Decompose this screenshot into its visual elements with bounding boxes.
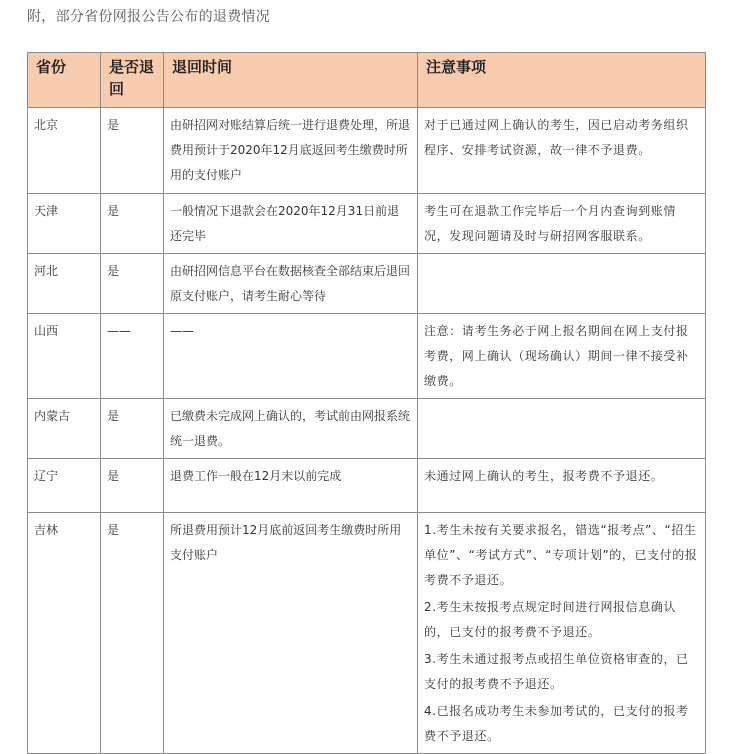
note-text: 未通过网上确认的考生，报考费不予退还。 <box>424 469 664 483</box>
cell-time: 一般情况下退款会在2020年12月31日前退还完毕 <box>164 194 418 254</box>
note-text: 3.考生未通过报考点或招生单位资格审查的，已支付的报考费不予退还。 <box>424 652 689 691</box>
table-row <box>28 108 706 194</box>
cell-notes <box>418 399 706 459</box>
table-header-row <box>28 53 706 108</box>
cell-time: 退费工作一般在12月末以前完成 <box>164 459 418 513</box>
note-text: 对于已通过网上确认的考生，因已启动考务组织程序、安排考试资源，故一律不予退费。 <box>424 118 689 157</box>
cell-province: 吉林 <box>28 513 101 754</box>
table-row <box>28 254 706 314</box>
cell-time: 已缴费未完成网上确认的，考试前由网报系统统一退费。 <box>164 399 418 459</box>
cell-refund: 是 <box>101 513 164 754</box>
note-text: 4.已报名成功考生未参加考试的，已支付的报考费不予退还。 <box>424 704 689 743</box>
table-row <box>28 399 706 459</box>
table-row <box>28 314 706 399</box>
cell-notes <box>418 194 706 254</box>
header-time: 退回时间 <box>164 53 418 108</box>
table-row <box>28 513 706 754</box>
cell-refund: 是 <box>101 459 164 513</box>
cell-time: —— <box>164 314 418 399</box>
header-province: 省份 <box>28 53 101 108</box>
note-text: 2.考生未按报考点规定时间进行网报信息确认的，已支付的报考费不予退还。 <box>424 600 677 639</box>
refund-table <box>27 52 706 754</box>
note-text: 1.考生未按有关要求报名，错选“报考点”、“招生单位”、“考试方式”、“专项计划”的，已支付的报考费不予退还。 <box>424 523 698 587</box>
cell-notes <box>418 254 706 314</box>
cell-time: 由研招网对账结算后统一进行退费处理，所退费用预计于2020年12月底返回考生缴费时所用的支付账户 <box>164 108 418 194</box>
cell-refund: —— <box>101 314 164 399</box>
cell-province: 辽宁 <box>28 459 101 513</box>
cell-refund: 是 <box>101 108 164 194</box>
cell-province: 山西 <box>28 314 101 399</box>
header-notes: 注意事项 <box>418 53 706 108</box>
page-heading: 附，部分省份网报公告公布的退费情况 <box>27 9 271 25</box>
cell-refund: 是 <box>101 254 164 314</box>
note-text: 注意：请考生务必于网上报名期间在网上支付报考费，网上确认（现场确认）期间一律不接受补缴费。 <box>424 324 689 388</box>
cell-province: 北京 <box>28 108 101 194</box>
cell-notes <box>418 314 706 399</box>
cell-notes <box>418 108 706 194</box>
cell-province: 河北 <box>28 254 101 314</box>
cell-refund: 是 <box>101 399 164 459</box>
cell-time: 由研招网信息平台在数据核查全部结束后退回原支付账户，请考生耐心等待 <box>164 254 418 314</box>
cell-province: 内蒙古 <box>28 399 101 459</box>
note-text: 考生可在退款工作完毕后一个月内查询到账情况，发现问题请及时与研招网客服联系。 <box>424 204 677 243</box>
cell-province: 天津 <box>28 194 101 254</box>
cell-notes <box>418 459 706 513</box>
cell-time: 所退费用预计12月底前返回考生缴费时所用支付账户 <box>164 513 418 754</box>
table-row <box>28 459 706 513</box>
cell-notes <box>418 513 706 754</box>
cell-refund: 是 <box>101 194 164 254</box>
header-refund: 是否退回 <box>101 53 164 108</box>
table-row <box>28 194 706 254</box>
